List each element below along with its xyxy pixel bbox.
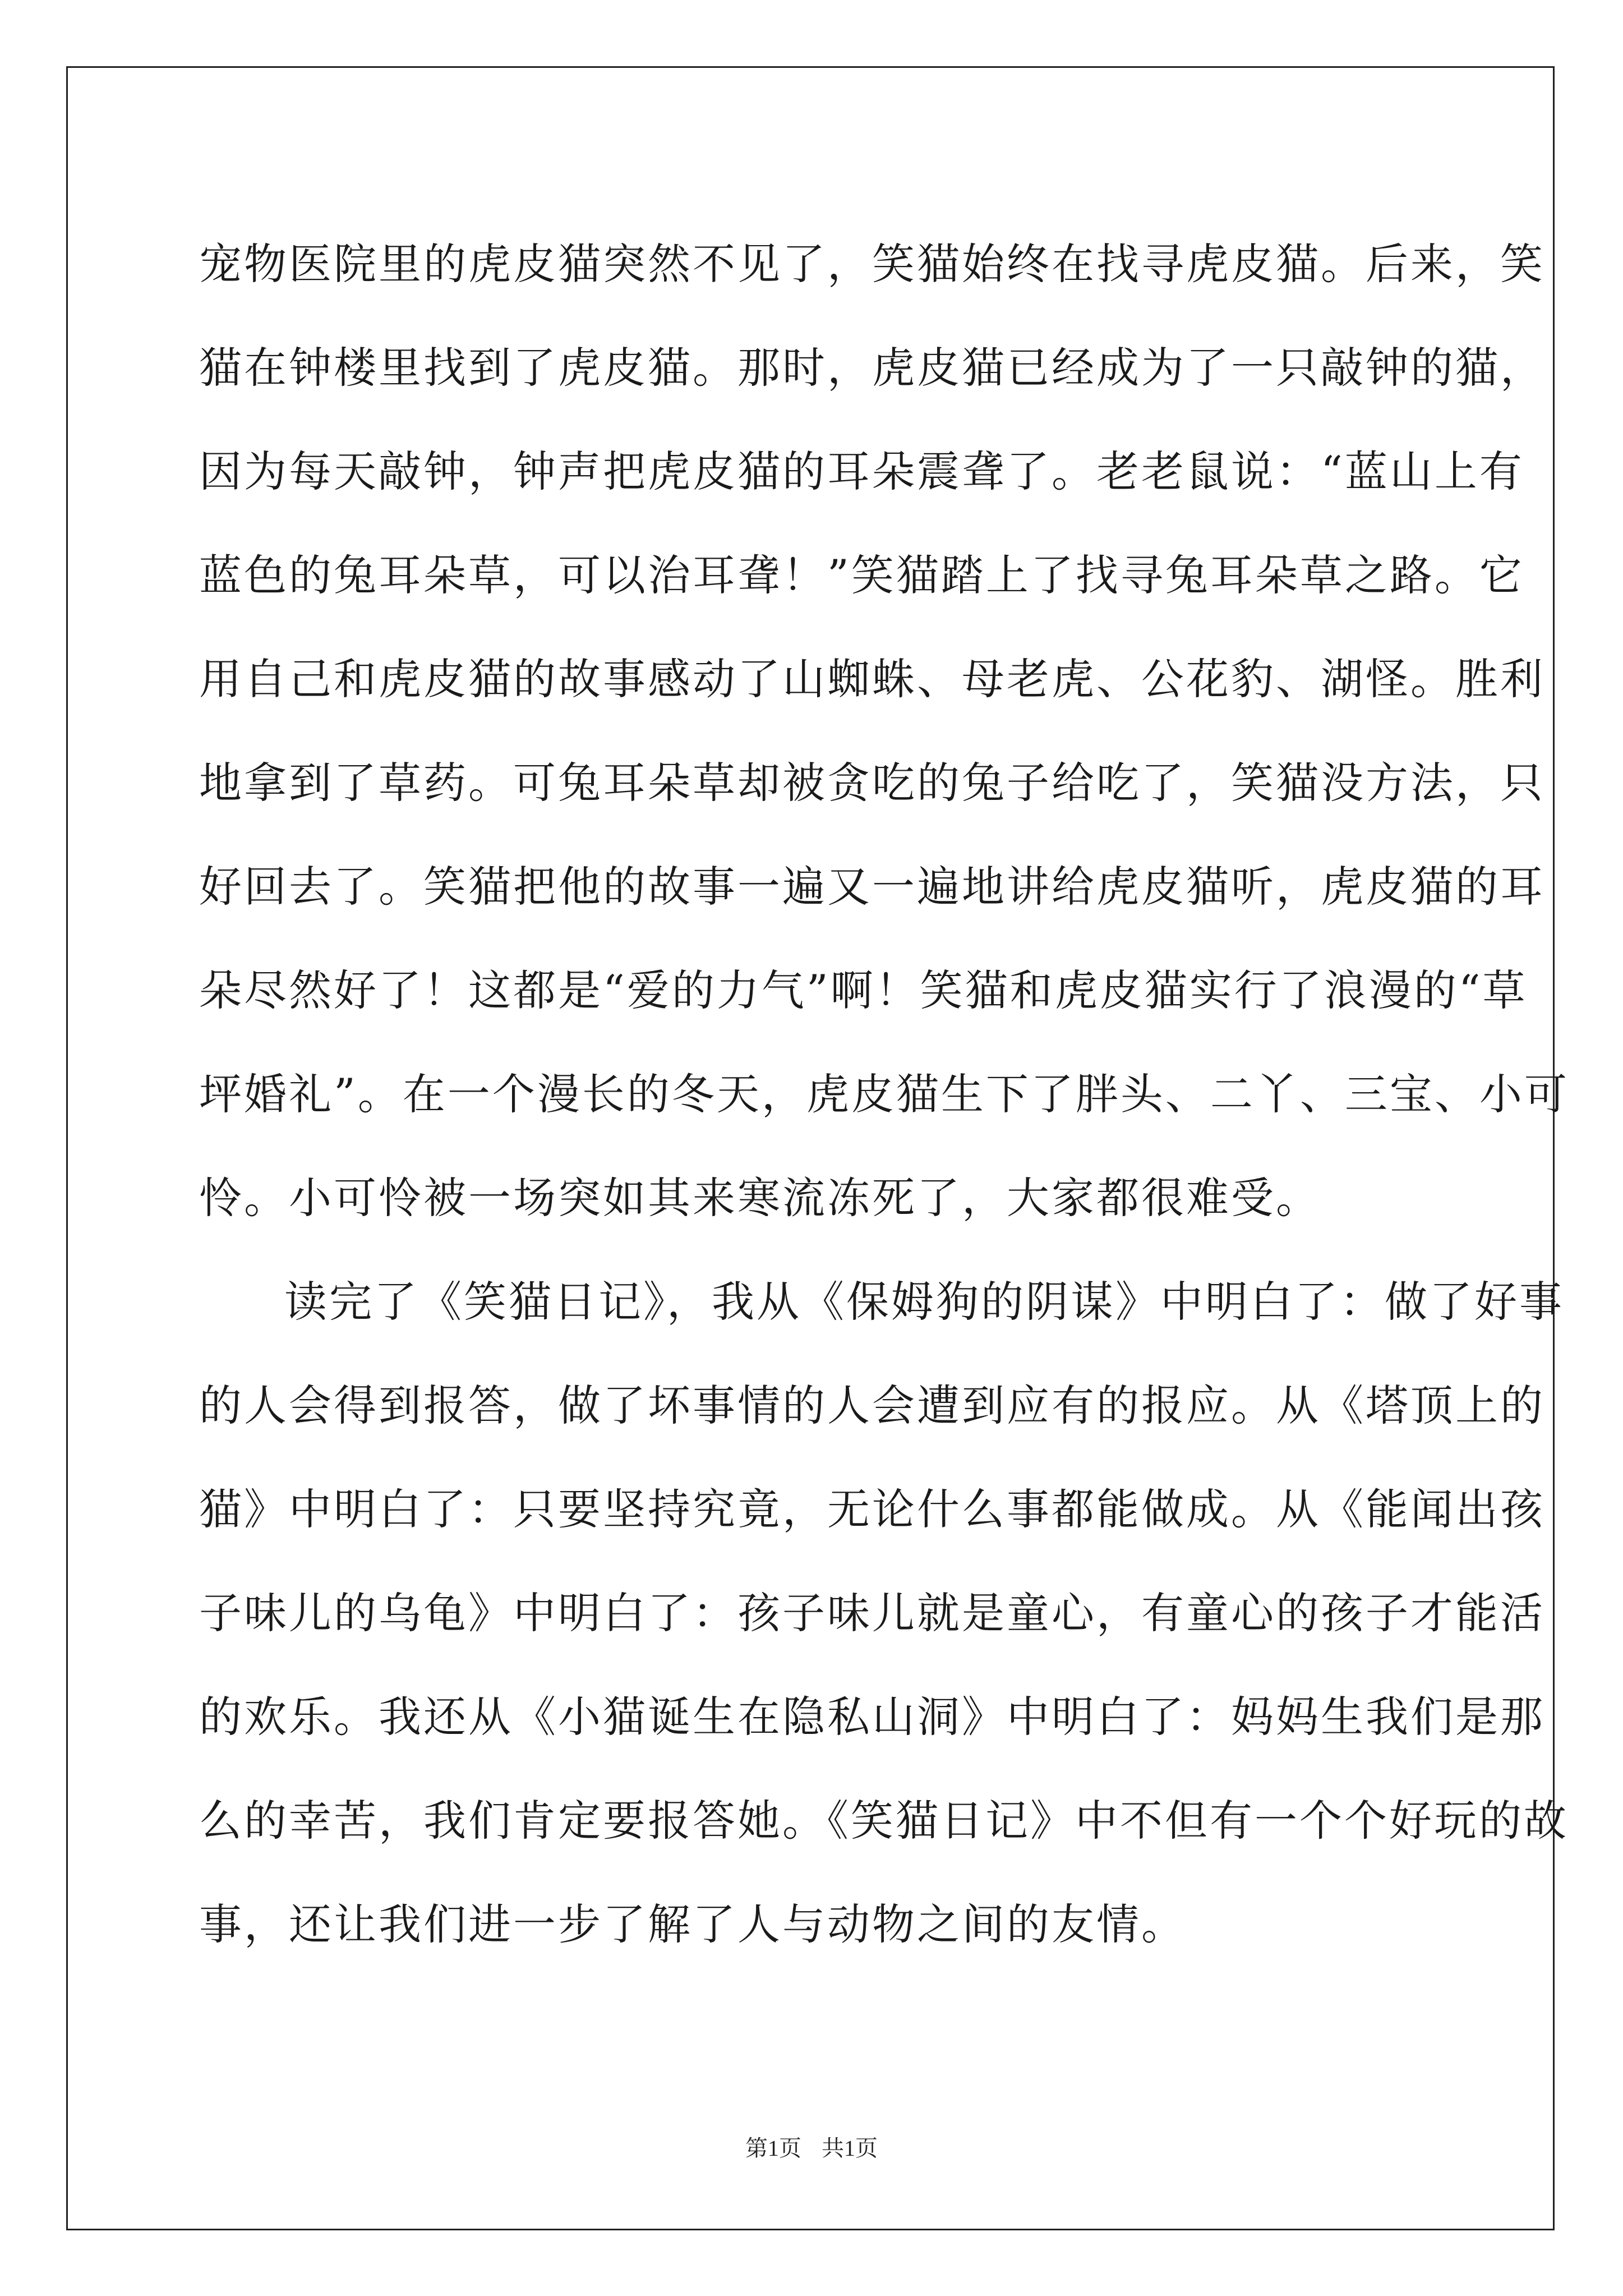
text-line: 朵尽然好了！这都是“爱的力气”啊！笑猫和虎皮猫实行了浪漫的“草 (199, 965, 1528, 1015)
text-line: 因为每天敲钟，钟声把虎皮猫的耳朵震聋了。老老鼠说：“蓝山上有 (199, 447, 1524, 496)
text-line: 宠物医院里的虎皮猫突然不见了，笑猫始终在找寻虎皮猫。后来，笑 (199, 239, 1545, 289)
paragraph-2 (199, 1250, 1569, 1976)
text-line: 的欢乐。我还从《小猫诞生在隐私山洞》中明白了：妈妈生我们是那 (199, 1692, 1545, 1742)
text-line: 么的幸苦，我们肯定要报答她。《笑猫日记》中不但有一个个好玩的故 (199, 1796, 1569, 1846)
document-body (199, 212, 1569, 1976)
text-line: 猫》中明白了：只要坚持究竟，无论什么事都能做成。从《能闻出孩 (199, 1484, 1545, 1534)
page-count: 共1页 (822, 2136, 878, 2161)
text-line: 读完了《笑猫日记》，我从《保姆狗的阴谋》中明白了：做了好事 (284, 1277, 1564, 1327)
paragraph-1 (199, 212, 1569, 1250)
text-line: 事，还让我们进一步了解了人与动物之间的友情。 (199, 1899, 1186, 1949)
text-line: 子味儿的乌龟》中明白了：孩子味儿就是童心，有童心的孩子才能活 (199, 1588, 1545, 1638)
page-number: 第1页 (745, 2136, 801, 2161)
text-line: 蓝色的兔耳朵草，可以治耳聋！”笑猫踏上了找寻兔耳朵草之路。它 (199, 550, 1524, 600)
text-line: 坪婚礼”。在一个漫长的冬天，虎皮猫生下了胖头、二丫、三宝、小可 (199, 1069, 1569, 1119)
text-line: 好回去了。笑猫把他的故事一遍又一遍地讲给虎皮猫听，虎皮猫的耳 (199, 862, 1545, 912)
text-line: 的人会得到报答，做了坏事情的人会遭到应有的报应。从《塔顶上的 (199, 1381, 1545, 1430)
page-footer (0, 2131, 1623, 2162)
text-line: 猫在钟楼里找到了虎皮猫。那时，虎皮猫已经成为了一只敲钟的猫， (199, 343, 1545, 393)
text-line: 怜。小可怜被一场突如其来寒流冻死了，大家都很难受。 (199, 1173, 1321, 1223)
text-line: 地拿到了草药。可兔耳朵草却被贪吃的兔子给吃了，笑猫没方法，只 (199, 758, 1545, 808)
text-line: 用自己和虎皮猫的故事感动了山蜘蛛、母老虎、公花豹、湖怪。胜利 (199, 654, 1545, 704)
